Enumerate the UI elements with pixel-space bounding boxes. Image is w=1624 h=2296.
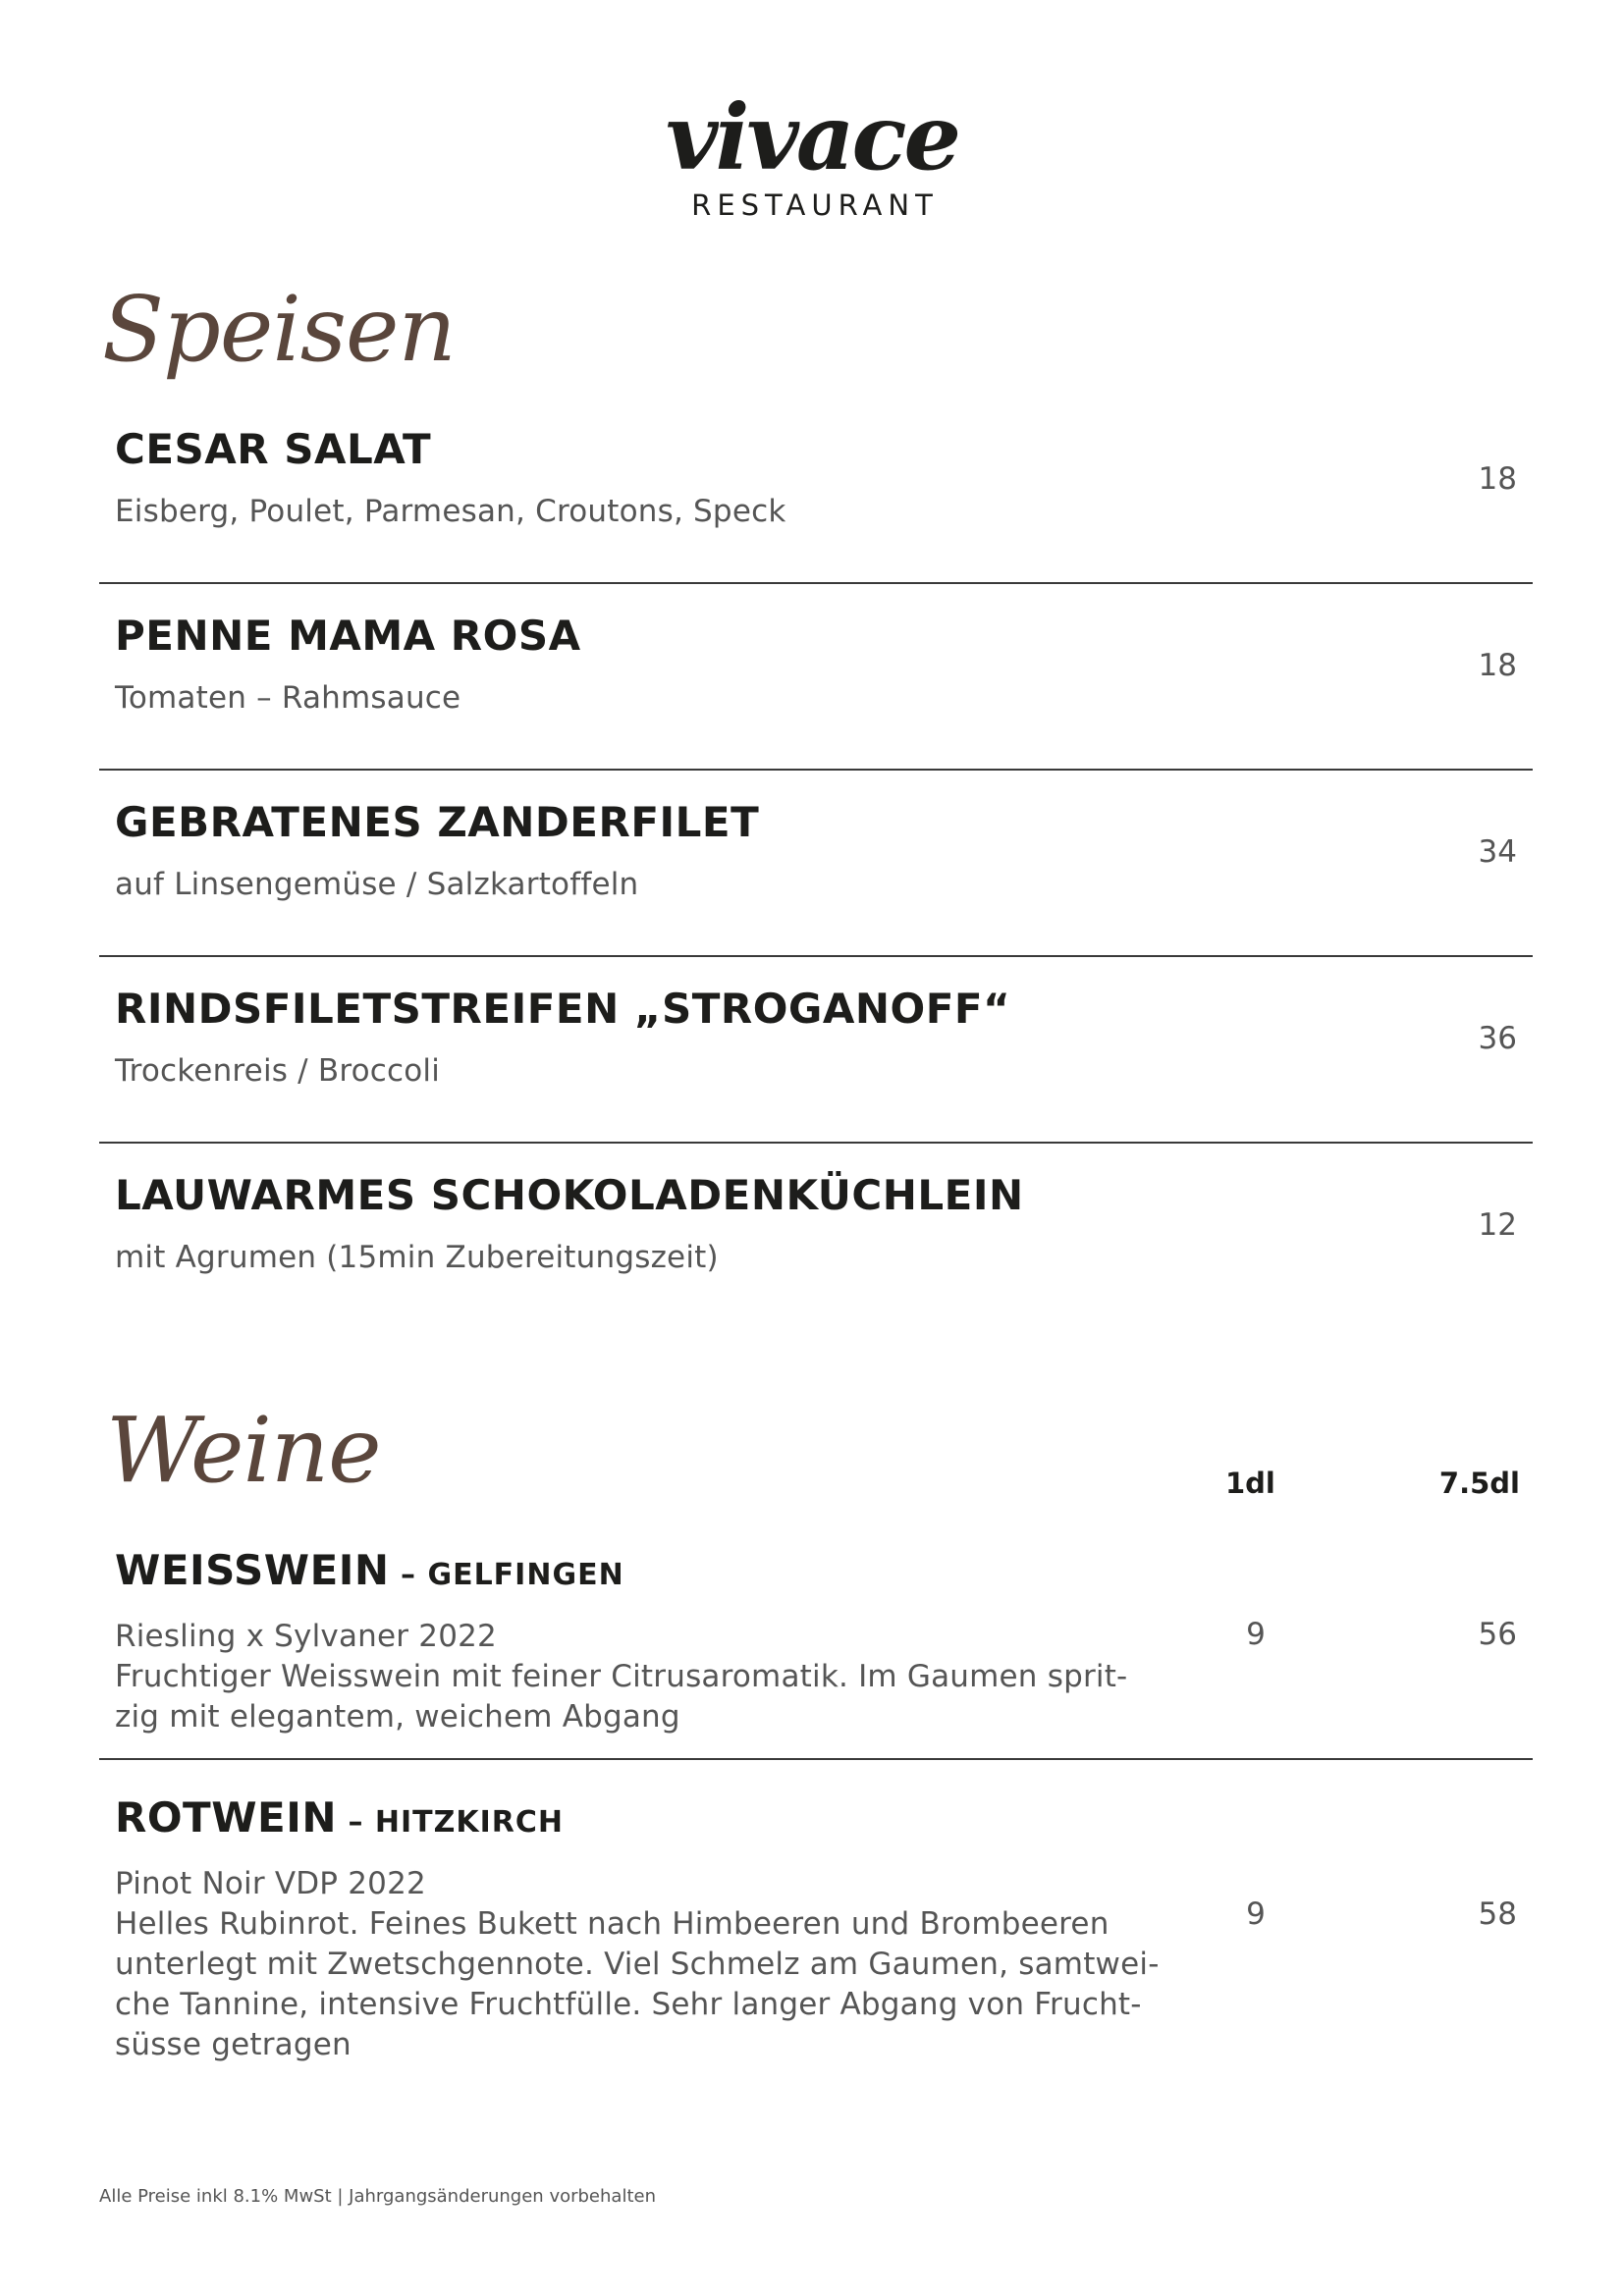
restaurant-logo bbox=[0, 84, 1624, 222]
logo-wordmark: vivace bbox=[665, 84, 959, 190]
column-header-1dl: 1dl bbox=[1225, 1467, 1275, 1500]
wine-grape: Pinot Noir VDP 2022 bbox=[115, 1866, 426, 1901]
wine-grape: Riesling x Sylvaner 2022 bbox=[115, 1619, 497, 1654]
dish-description: Tomaten – Rahmsauce bbox=[115, 680, 461, 716]
wine-item-weisswein bbox=[99, 1546, 1533, 1760]
wine-description-line: Fruchtiger Weisswein mit feiner Citrusaromatik. Im Gaumen sprit- bbox=[115, 1659, 1128, 1694]
dish-price: 12 bbox=[1478, 1207, 1517, 1243]
dish-name: GEBRATENES ZANDERFILET bbox=[115, 798, 760, 846]
wine-price-7-5dl: 58 bbox=[1478, 1896, 1517, 1932]
dish-description: Eisberg, Poulet, Parmesan, Croutons, Speck bbox=[115, 494, 786, 529]
footer-note: Alle Preise inkl 8.1% MwSt | Jahrgangsänderungen vorbehalten bbox=[99, 2186, 656, 2207]
wine-description-line: Helles Rubinrot. Feines Bukett nach Himbeeren und Brombeeren bbox=[115, 1906, 1110, 1942]
dish-description: auf Linsengemüse / Salzkartoffeln bbox=[115, 867, 639, 902]
menu-item bbox=[99, 584, 1533, 771]
wine-price-1dl: 9 bbox=[1246, 1617, 1266, 1652]
dish-price: 34 bbox=[1478, 834, 1517, 870]
dish-price: 36 bbox=[1478, 1021, 1517, 1056]
wine-origin: – HITZKIRCH bbox=[337, 1805, 565, 1840]
menu-item bbox=[99, 398, 1533, 584]
dish-price: 18 bbox=[1478, 648, 1517, 683]
menu-item bbox=[99, 1144, 1533, 1330]
dish-name: CESAR SALAT bbox=[115, 425, 432, 473]
wine-item-rotwein bbox=[99, 1793, 1533, 2068]
wine-description-line: unterlegt mit Zwetschgennote. Viel Schmelz am Gaumen, samtwei- bbox=[115, 1947, 1160, 1982]
dish-description: mit Agrumen (15min Zubereitungszeit) bbox=[115, 1240, 719, 1275]
wine-origin: – GELFINGEN bbox=[389, 1558, 624, 1592]
wine-price-7-5dl: 56 bbox=[1478, 1617, 1517, 1652]
section-title-weine: Weine bbox=[106, 1398, 381, 1503]
dish-description: Trockenreis / Broccoli bbox=[115, 1053, 441, 1089]
wine-name bbox=[115, 1546, 624, 1594]
dish-price: 18 bbox=[1478, 461, 1517, 497]
logo-subtitle: RESTAURANT bbox=[691, 188, 939, 222]
wine-name bbox=[115, 1793, 564, 1842]
section-title-speisen: Speisen bbox=[102, 277, 456, 382]
wine-description bbox=[115, 1864, 1205, 2065]
wine-description-line: süsse getragen bbox=[115, 2027, 352, 2062]
wine-type: ROTWEIN bbox=[115, 1793, 337, 1842]
wine-description-line: che Tannine, intensive Fruchtfülle. Sehr langer Abgang von Frucht- bbox=[115, 1987, 1142, 2022]
column-header-7-5dl: 7.5dl bbox=[1438, 1467, 1520, 1500]
wine-price-1dl: 9 bbox=[1246, 1896, 1266, 1932]
wine-description bbox=[115, 1617, 1205, 1737]
dish-name: RINDSFILETSTREIFEN „STROGANOFF“ bbox=[115, 985, 1011, 1033]
dish-name: LAUWARMES SCHOKOLADENKÜCHLEIN bbox=[115, 1171, 1024, 1219]
wine-description-line: zig mit elegantem, weichem Abgang bbox=[115, 1699, 680, 1735]
dish-name: PENNE MAMA ROSA bbox=[115, 612, 581, 660]
menu-item bbox=[99, 957, 1533, 1144]
wine-type: WEISSWEIN bbox=[115, 1546, 390, 1594]
menu-item bbox=[99, 771, 1533, 957]
